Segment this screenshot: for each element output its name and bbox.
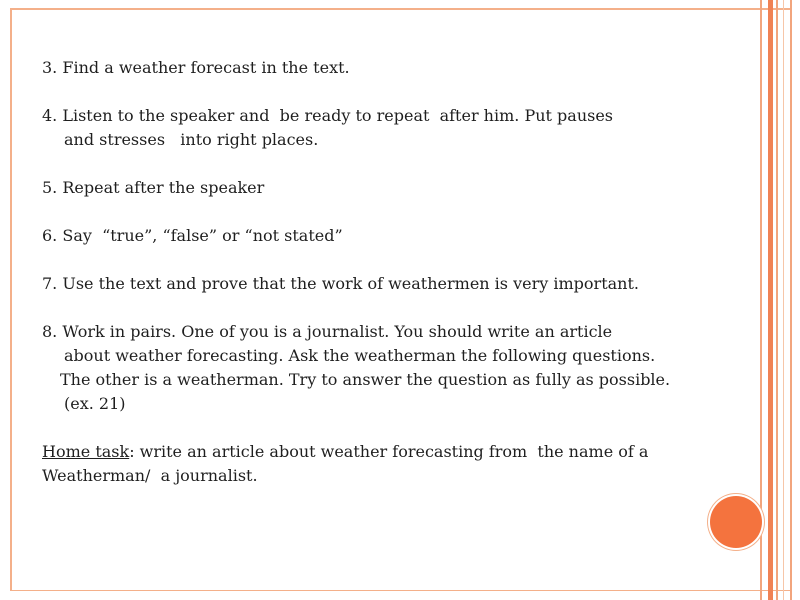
task-4-line-1: 4. Listen to the speaker and be ready to repeat after him. Put pauses bbox=[42, 106, 614, 125]
task-8-line-1: 8. Work in pairs. One of you is a journalist. You should write an article bbox=[42, 322, 613, 341]
task-4-line-2: and stresses into right places. bbox=[64, 130, 319, 149]
task-8-line-4: (ex. 21) bbox=[64, 394, 126, 413]
home-task-label: Home task bbox=[42, 442, 130, 461]
home-task-text: : write an article about weather forecasting from the name of a bbox=[129, 442, 649, 461]
task-7: 7. Use the text and prove that the work of weathermen is very important. bbox=[42, 274, 639, 293]
task-6: 6. Say “true”, “false” or “not stated” bbox=[42, 226, 343, 245]
task-5: 5. Repeat after the speaker bbox=[42, 178, 265, 197]
slide-frame-bottom bbox=[10, 590, 790, 591]
home-task-line-1 bbox=[42, 440, 757, 464]
decorative-stripe bbox=[760, 0, 762, 600]
decorative-stripe bbox=[768, 0, 773, 600]
slide-content bbox=[42, 56, 757, 488]
decorative-circle bbox=[710, 496, 762, 548]
task-8-line-2: about weather forecasting. Ask the weatherman the following questions. bbox=[64, 346, 656, 365]
home-task-line-2: Weatherman/ a journalist. bbox=[42, 466, 258, 485]
decorative-stripe bbox=[790, 0, 792, 600]
decorative-stripe bbox=[776, 0, 778, 600]
slide-frame-left bbox=[10, 8, 12, 591]
task-8-line-3: The other is a weatherman. Try to answer the question as fully as possible. bbox=[60, 370, 671, 389]
task-3: 3. Find a weather forecast in the text. bbox=[42, 58, 350, 77]
slide-frame-top bbox=[10, 8, 790, 10]
decorative-stripe bbox=[783, 0, 784, 600]
